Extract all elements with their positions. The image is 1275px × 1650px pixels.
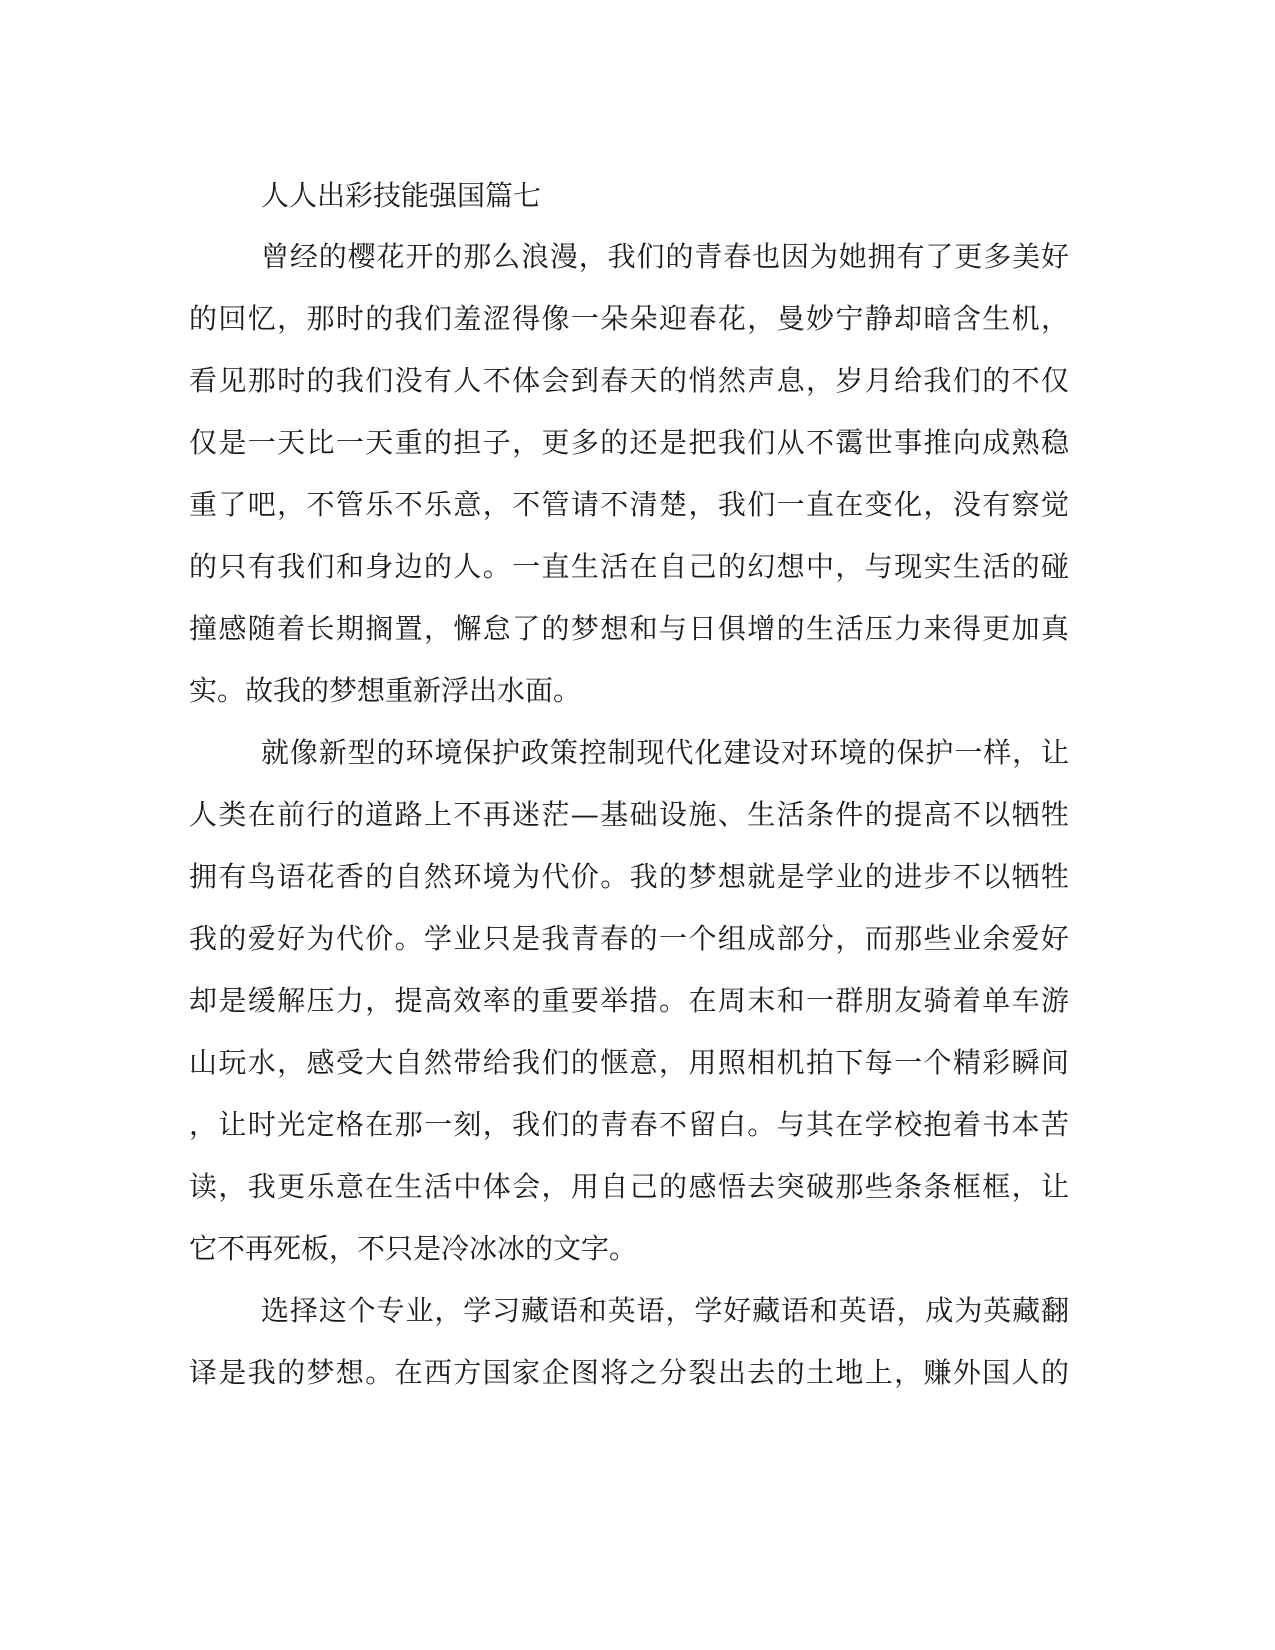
paragraph-3 [189,1280,1069,1404]
text-line: 却是缓解压力，提高效率的重要举措。在周末和一群朋友骑着单车游 [189,984,1069,1017]
text-line: 就像新型的环境保护政策控制现代化建设对环境的保护一样，让 [261,736,1069,769]
text-line: 撞感随着长期搁置，懈怠了的梦想和与日俱增的生活压力来得更加真 [189,612,1069,645]
text-line: 它不再死板，不只是冷冰冰的文字。 [189,1232,638,1265]
text-line: 实。故我的梦想重新浮出水面。 [189,674,582,707]
document-body [189,166,1069,1404]
text-line: 仅是一天比一天重的担子，更多的还是把我们从不霭世事推向成熟稳 [189,426,1069,459]
paragraph-1 [189,226,1069,722]
text-line: 重了吧，不管乐不乐意，不管请不清楚，我们一直在变化，没有察觉 [189,488,1069,521]
text-line: 山玩水，感受大自然带给我们的惬意，用照相机拍下每一个精彩瞬间 [189,1046,1069,1079]
document-title: 人人出彩技能强国篇七 [261,179,542,212]
text-line: ，让时光定格在那一刻，我们的青春不留白。与其在学校抱着书本苦 [189,1108,1069,1141]
text-line: 读，我更乐意在生活中体会，用自己的感悟去突破那些条条框框，让 [189,1170,1069,1203]
text-line: 我的爱好为代价。学业只是我青春的一个组成部分，而那些业余爱好 [189,922,1069,955]
text-line: 拥有鸟语花香的自然环境为代价。我的梦想就是学业的进步不以牺牲 [189,860,1069,893]
text-line: 选择这个专业，学习藏语和英语，学好藏语和英语，成为英藏翻 [261,1294,1069,1327]
text-line: 曾经的樱花开的那么浪漫，我们的青春也因为她拥有了更多美好 [261,240,1069,273]
text-line: 的只有我们和身边的人。一直生活在自己的幻想中，与现实生活的碰 [189,550,1069,583]
text-line: 看见那时的我们没有人不体会到春天的悄然声息，岁月给我们的不仅 [189,364,1069,397]
text-line: 译是我的梦想。在西方国家企图将之分裂出去的土地上，赚外国人的 [189,1356,1069,1389]
paragraph-2 [189,722,1069,1280]
text-line: 人类在前行的道路上不再迷茫—基础设施、生活条件的提高不以牺牲 [189,798,1069,831]
text-line: 的回忆，那时的我们羞涩得像一朵朵迎春花，曼妙宁静却暗含生机， [189,302,1069,335]
